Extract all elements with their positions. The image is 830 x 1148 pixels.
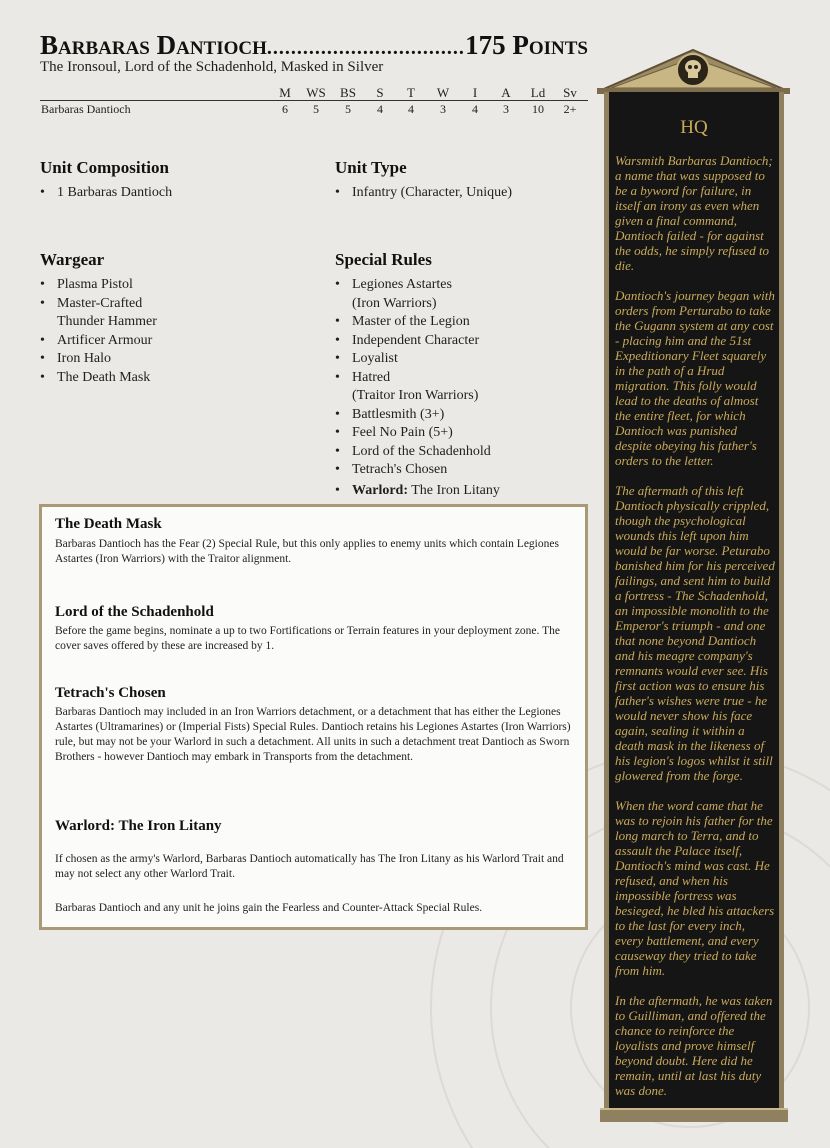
- list-item: • Tetrach's Chosen: [335, 461, 585, 480]
- list-item: • Loyalist: [335, 350, 585, 369]
- list-item: • Infantry (Character, Unique): [335, 184, 585, 203]
- title-leader-dots: [267, 37, 465, 60]
- list-item-line: (Traitor Iron Warriors): [352, 388, 479, 403]
- list-item: • Plasma Pistol: [40, 276, 320, 295]
- stat-value: 5: [313, 102, 319, 116]
- special-rules-section: [335, 250, 585, 500]
- list-item: [40, 295, 320, 332]
- stat-header: W: [436, 85, 450, 100]
- section-heading: Unit Composition: [40, 158, 169, 177]
- stat-value: 4: [377, 102, 383, 116]
- unit-points: 175 Points: [465, 30, 588, 60]
- list-item: [335, 276, 585, 313]
- stat-value: 6: [282, 102, 288, 116]
- hq-heading: HQ: [680, 117, 708, 138]
- stat-header: WS: [306, 85, 326, 100]
- section-heading: Wargear: [40, 250, 105, 269]
- list-item: • The Death Mask: [40, 369, 320, 388]
- list-item: • Master of the Legion: [335, 313, 585, 332]
- stat-header: M: [279, 85, 291, 100]
- lore-paragraph: Warsmith Barbaras Dantioch; a name that was supposed to be a byword for failure, in itself an irony as even when given a final command, Dantioch failed - for against the odds, he simply refused to die.: [615, 153, 773, 273]
- stat-header-row: [40, 85, 588, 101]
- column-base: [600, 1108, 788, 1122]
- stat-value: 4: [408, 102, 414, 116]
- list-item-line: Hatred: [352, 369, 391, 385]
- list-item: [335, 369, 585, 406]
- list-item: • Lord of the Schadenhold: [335, 443, 585, 462]
- stat-header: Ld: [530, 85, 546, 100]
- wargear-section: [40, 250, 320, 387]
- rule-title: Warlord: The Iron Litany: [55, 818, 222, 834]
- warlord-value: The Iron Litany: [411, 482, 500, 498]
- list-item: • Battlesmith (3+): [335, 406, 585, 425]
- stat-value: 2+: [563, 102, 577, 116]
- list-item: [335, 482, 585, 501]
- rules-box: [39, 504, 588, 930]
- section-heading: Unit Type: [335, 158, 407, 177]
- list-item-line: Master-Crafted: [57, 295, 143, 311]
- unit-composition-section: [40, 158, 320, 203]
- lore-paragraph: Dantioch's journey began with orders from Perturabo to take the Gugann system at any cost - placing him and the 51st Expeditionary Fleet squarely in the path of a Hrud migration. This folly would lead to the deaths of almost the entire fleet, for which Dantioch was punished despite obeying his father's orders to the letter.: [615, 288, 775, 468]
- stat-header: T: [407, 85, 415, 100]
- rule-text: Before the game begins, nominate a up to two Fortifications or Terrain features in your deployment zone. The cover saves offered by these are increased by 1.: [55, 625, 560, 652]
- stat-value: 3: [503, 102, 509, 116]
- lore-paragraph: The aftermath of this left Dantioch physically crippled, though the psychological wounds this left upon him would be far worse. Peturabo banished him for his perceived failings, and sent him to build a fortress - The Schadenhold, an impossible monolith to the Emperor's triumph - and one that none beyond Dantioch and his meagre company's remnants would ever see. His first action was to ensure his father's wishes were true - he would never show his face again, sealing it within a death mask in the likeness of his legion's logos whilst it still glowered from the forge.: [615, 483, 775, 783]
- list-item: • Feel No Pain (5+): [335, 424, 585, 443]
- section-heading: Special Rules: [335, 250, 432, 269]
- column-pediment: [597, 44, 790, 94]
- page-title: [40, 30, 588, 61]
- rule-text: If chosen as the army's Warlord, Barbaras Dantioch automatically has The Iron Litany as his Warlord Trait and may not select any other Warlord Trait.: [55, 853, 564, 880]
- warlord-label: Warlord:: [352, 482, 408, 498]
- stat-header: S: [376, 85, 384, 100]
- rule-title: Tetrach's Chosen: [55, 685, 166, 701]
- rule-title: The Death Mask: [55, 516, 162, 532]
- rule-text: Barbaras Dantioch has the Fear (2) Special Rule, but this only applies to enemy units which contain Legiones Astartes (Iron Warriors) with the Traitor alignment.: [55, 538, 559, 565]
- stat-value: 4: [472, 102, 478, 116]
- rule-text: Barbaras Dantioch and any unit he joins gain the Fearless and Counter-Attack Special Rules.: [55, 902, 483, 914]
- rule-title: Lord of the Schadenhold: [55, 604, 214, 620]
- stat-header: I: [472, 85, 478, 100]
- hq-lore-column: [604, 92, 784, 1110]
- list-item: • Artificer Armour: [40, 332, 320, 351]
- list-item-line: (Iron Warriors): [352, 295, 437, 311]
- stat-header: BS: [340, 85, 356, 100]
- lore-paragraph: In the aftermath, he was taken to Guilliman, and offered the chance to reinforce the loyalists and prove himself beyond doubt. Here did he remain, until at last his duty was done.: [615, 993, 773, 1098]
- stat-header: Sv: [563, 85, 577, 100]
- lore-paragraph: When the word came that he was to rejoin his father for the long march to Terra, and to assault the Palace itself, Dantioch's mind was cast. He refused, and when his impossible fortress was besieged, he bled his attackers to the last for every inch, every battlement, and every causeway they tried to take from him.: [615, 798, 775, 978]
- stat-header: A: [501, 85, 511, 100]
- list-item: • Iron Halo: [40, 350, 320, 369]
- stat-table: [40, 85, 588, 119]
- unit-subtitle: The Ironsoul, Lord of the Schadenhold, Masked in Silver: [40, 59, 384, 75]
- unit-name: Barbaras Dantioch: [40, 30, 267, 60]
- stat-row: [40, 101, 588, 119]
- stat-row-name: Barbaras Dantioch: [41, 102, 131, 116]
- rule-text: Barbaras Dantioch may included in an Iron Warriors detachment, or a detachment that has either the Legiones Astartes (Ultramarines) or (Imperial Fists) Special Rules. Dantioch retains his Legiones Astartes (Iron Warriors) rule, but may not be your Warlord in such a detachment. All units in such a detachment treat Dantioch as Sworn Brothers - however Dantioch may embark in Transports from the detachment.: [55, 706, 571, 763]
- list-item-line: Legiones Astartes: [352, 277, 452, 292]
- stat-value: 10: [532, 102, 544, 116]
- list-item: • 1 Barbaras Dantioch: [40, 184, 320, 203]
- stat-value: 3: [440, 102, 446, 116]
- stat-value: 5: [345, 102, 351, 116]
- list-item: • Independent Character: [335, 332, 585, 351]
- unit-type-section: [335, 158, 585, 203]
- list-item-line: Thunder Hammer: [57, 314, 157, 329]
